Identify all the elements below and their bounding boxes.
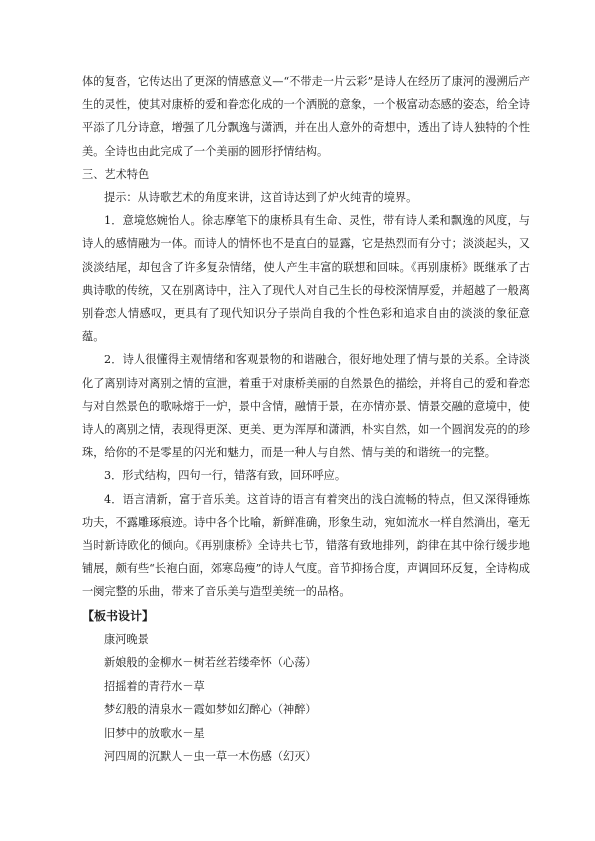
point-4-paragraph: 4．语言清新，富于音乐美。这首诗的语言有着突出的浅白流畅的特点，但又深得锤炼功夫，不露雕琢痕迹。诗中各个比喻，新鲜准确，形象生动，宛如流水一样自然淌出，毫无当时新诗欧化的倾向。《再别康桥》全诗共七节，错落有致地排列，韵律在其中徐行缓步地铺展，颇有些“长袍白面，郊寒岛瘦”的诗人气度。音节抑扬合度，声调回环反复，全诗构成一阕完整的乐曲，带来了音乐美与造型美统一的品格。 <box>82 492 530 599</box>
board-design-heading: 【板书设计】 <box>82 608 155 623</box>
board-line: 康河晚景 <box>104 632 149 646</box>
tip-paragraph: 提示：从诗歌艺术的角度来讲，这首诗达到了炉火纯青的境界。 <box>104 191 418 205</box>
board-design-list <box>82 628 530 768</box>
board-line: 招摇着的青荇水－草 <box>104 679 205 693</box>
point-1-paragraph: 1．意境悠婉怡人。徐志摩笔下的康桥具有生命、灵性，带有诗人柔和飘逸的风度，与诗人的感情融为一体。而诗人的情怀也不是直白的显露，它是热烈而有分寸；淡淡起头，又淡淡结尾，却包含了许多复杂情绪，使人产生丰富的联想和回味。《再别康桥》既继承了古典诗歌的传统，又在别离诗中，注入了现代人对自己生长的母校深情厚爱，并超越了一般离别眷恋人情感叹，更具有了现代知识分子崇尚自我的个性色彩和追求自由的淡淡的象征意蕴。 <box>82 214 530 344</box>
board-line: 新娘般的金柳水－树若丝若缕牵怀（心荡） <box>104 656 317 670</box>
section-title: 三、艺术特色 <box>82 167 150 181</box>
board-line: 旧梦中的放歌水－星 <box>104 726 205 740</box>
document-body <box>82 70 530 768</box>
point-2-paragraph: 2．诗人很懂得主观情绪和客观景物的和谐融合，很好地处理了情与景的关系。全诗淡化了离别诗对离别之情的宣泄，着重于对康桥美丽的自然景色的描绘，并将自己的爱和眷恋与对自然景色的歌咏熔于一炉，景中含情，融情于景，在亦情亦景、情景交融的意境中，使诗人的离别之情，表现得更深、更美、更为浑厚和潇洒，朴实自然，如一个圆润发亮的的珍珠，给你的不是零星的闪光和魅力，而是一种人与自然、情与美的和谐统一的完整。 <box>82 353 530 460</box>
board-line: 梦幻般的清泉水－霞如梦如幻醉心（神醉） <box>104 703 317 717</box>
board-line: 河四周的沉默人－虫一草一木伤感（幻灭） <box>104 749 317 763</box>
paragraph-continued: 体的复沓，它传达出了更深的情感意义—“不带走一片云彩”是诗人在经历了康河的漫溯后产生的灵性，使其对康桥的爱和眷恋化成的一个洒脱的意象，一个极富动态感的姿态，给全诗平添了几分诗意，增强了几分飘逸与潇洒，并在出人意外的奇想中，透出了诗人独特的个性美。全诗也由此完成了一个美丽的圆形抒情结构。 <box>82 75 530 158</box>
point-3-paragraph: 3．形式结构，四句一行，错落有致，回环呼应。 <box>104 469 347 483</box>
